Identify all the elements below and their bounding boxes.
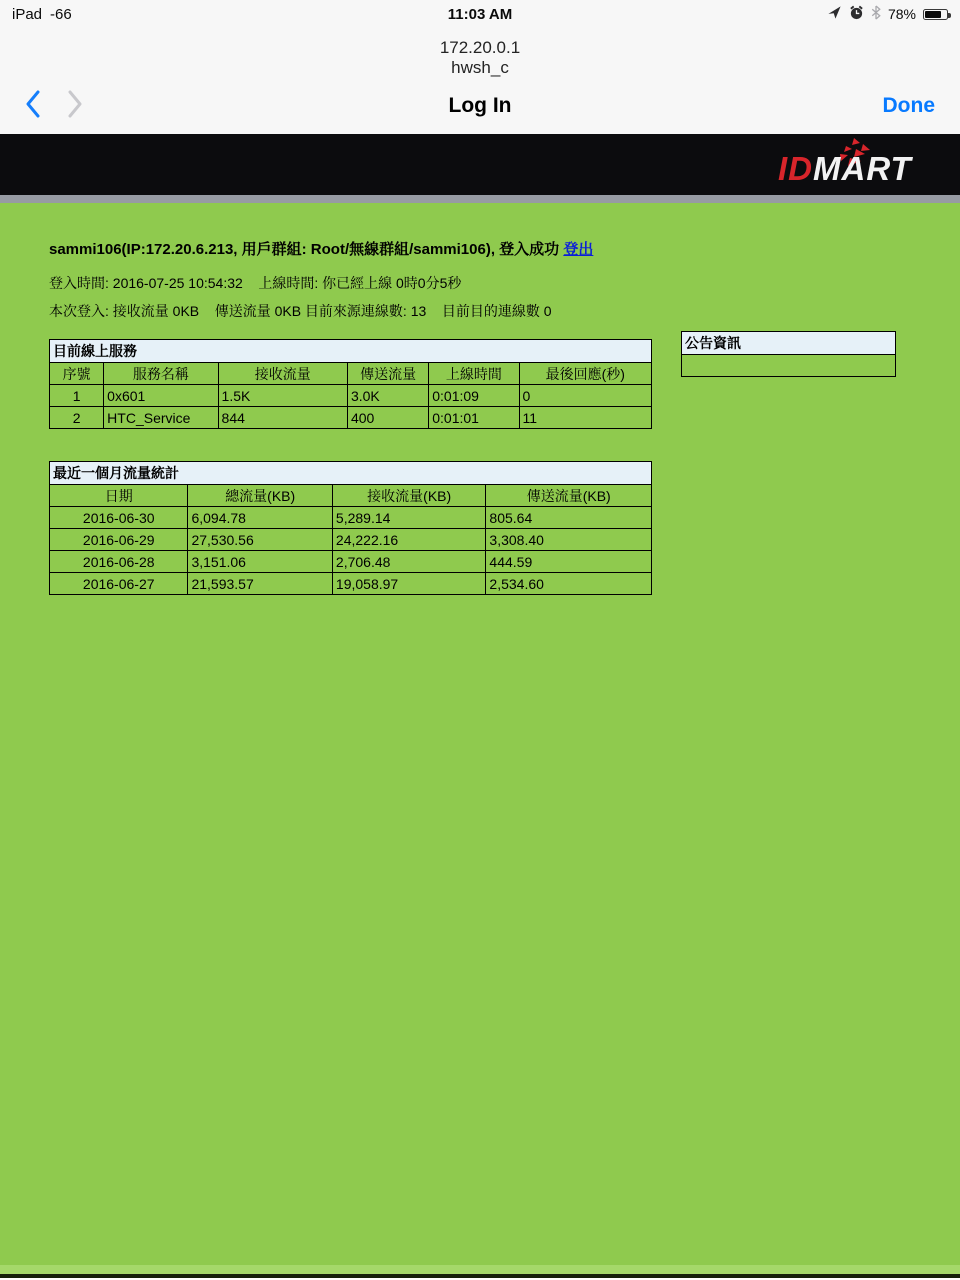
bluetooth-icon — [871, 5, 881, 23]
page-address — [0, 28, 960, 78]
table-row — [50, 529, 652, 551]
column-header: 總流量(KB) — [188, 485, 332, 507]
table-row — [50, 407, 652, 429]
table-cell: 2016-06-28 — [50, 551, 188, 573]
table-cell: 444.59 — [486, 551, 652, 573]
table-cell: 2016-06-30 — [50, 507, 188, 529]
table-cell: 0:01:09 — [429, 385, 519, 407]
status-right — [827, 5, 948, 23]
session-status-line — [49, 238, 960, 259]
logo-mart-text: MART — [813, 150, 912, 187]
network-name: hwsh_c — [451, 58, 509, 77]
header-divider — [0, 195, 960, 203]
browser-chrome — [0, 0, 960, 134]
session-status-text: sammi106(IP:172.20.6.213, 用戶群組: Root/無線群組/sammi106), 登入成功 — [49, 241, 564, 258]
table-cell: 0:01:01 — [429, 407, 519, 429]
location-icon — [827, 5, 842, 23]
table-title-row — [50, 340, 652, 363]
table-cell: 2016-06-29 — [50, 529, 188, 551]
table-cell: 2,534.60 — [486, 573, 652, 595]
column-header: 接收流量(KB) — [332, 485, 486, 507]
table-cell: 805.64 — [486, 507, 652, 529]
table-cell: 21,593.57 — [188, 573, 332, 595]
login-time-line: 登入時間: 2016-07-25 10:54:32 上線時間: 你已經上線 0時0分5秒 — [49, 275, 462, 291]
column-header: 接收流量 — [218, 363, 347, 385]
table-row — [50, 573, 652, 595]
table-cell: HTC_Service — [104, 407, 218, 429]
table-title-row — [50, 462, 652, 485]
logout-link[interactable]: 登出 — [563, 241, 594, 258]
device-label: iPad — [12, 5, 43, 23]
wifi-signal-value: -66 — [50, 5, 72, 23]
battery-level — [925, 11, 941, 18]
table-cell: 5,289.14 — [332, 507, 486, 529]
battery-icon — [923, 9, 948, 20]
table-cell: 27,530.56 — [188, 529, 332, 551]
column-header: 傳送流量 — [347, 363, 428, 385]
battery-percent: 78% — [887, 6, 916, 22]
alarm-icon — [849, 5, 864, 23]
brand-bar — [0, 134, 960, 195]
status-bar — [0, 0, 960, 28]
table-cell: 844 — [218, 407, 347, 429]
column-header: 日期 — [50, 485, 188, 507]
table-cell: 1 — [50, 385, 104, 407]
table-row — [50, 385, 652, 407]
table-title: 最近一個月流量統計 — [50, 462, 652, 485]
announcement-title: 公告資訊 — [682, 332, 896, 355]
table-title-row — [682, 332, 896, 355]
announcement-body-row — [682, 355, 896, 377]
table-cell: 2016-06-27 — [50, 573, 188, 595]
online-services-table — [49, 339, 652, 429]
table-cell: 0 — [519, 385, 651, 407]
done-button[interactable]: Done — [882, 94, 935, 117]
table-header-row — [50, 363, 652, 385]
column-header: 序號 — [50, 363, 104, 385]
column-header: 上線時間 — [429, 363, 519, 385]
nav-bar — [0, 78, 960, 134]
portal-page — [0, 203, 960, 1265]
announcement-box — [681, 331, 896, 377]
table-cell: 6,094.78 — [188, 507, 332, 529]
table-cell: 3,151.06 — [188, 551, 332, 573]
announcement-body — [682, 355, 896, 377]
column-header: 最後回應(秒) — [519, 363, 651, 385]
table-header-row — [50, 485, 652, 507]
table-cell: 11 — [519, 407, 651, 429]
table-row — [50, 507, 652, 529]
host-text: 172.20.0.1 — [439, 38, 521, 57]
table-cell: 400 — [347, 407, 428, 429]
footer-bar — [0, 1274, 960, 1278]
table-cell: 1.5K — [218, 385, 347, 407]
logo-text — [778, 150, 912, 188]
footer-accent-strip — [0, 1265, 960, 1274]
table-cell: 3,308.40 — [486, 529, 652, 551]
clock-time: 11:03 AM — [447, 5, 513, 23]
table-cell: 0x601 — [104, 385, 218, 407]
table-cell: 24,222.16 — [332, 529, 486, 551]
table-title: 目前線上服務 — [50, 340, 652, 363]
table-row — [50, 551, 652, 573]
logo-id-text: ID — [778, 150, 813, 187]
page-title: Log In — [448, 94, 512, 117]
column-header: 服務名稱 — [104, 363, 218, 385]
table-cell: 2,706.48 — [332, 551, 486, 573]
idmart-logo — [778, 142, 938, 190]
column-header: 傳送流量(KB) — [486, 485, 652, 507]
table-cell: 2 — [50, 407, 104, 429]
table-cell: 19,058.97 — [332, 573, 486, 595]
traffic-summary-line: 本次登入: 接收流量 0KB 傳送流量 0KB 目前來源連線數: 13 目前目的連線數 0 — [49, 303, 552, 319]
table-cell: 3.0K — [347, 385, 428, 407]
monthly-traffic-table — [49, 461, 652, 595]
